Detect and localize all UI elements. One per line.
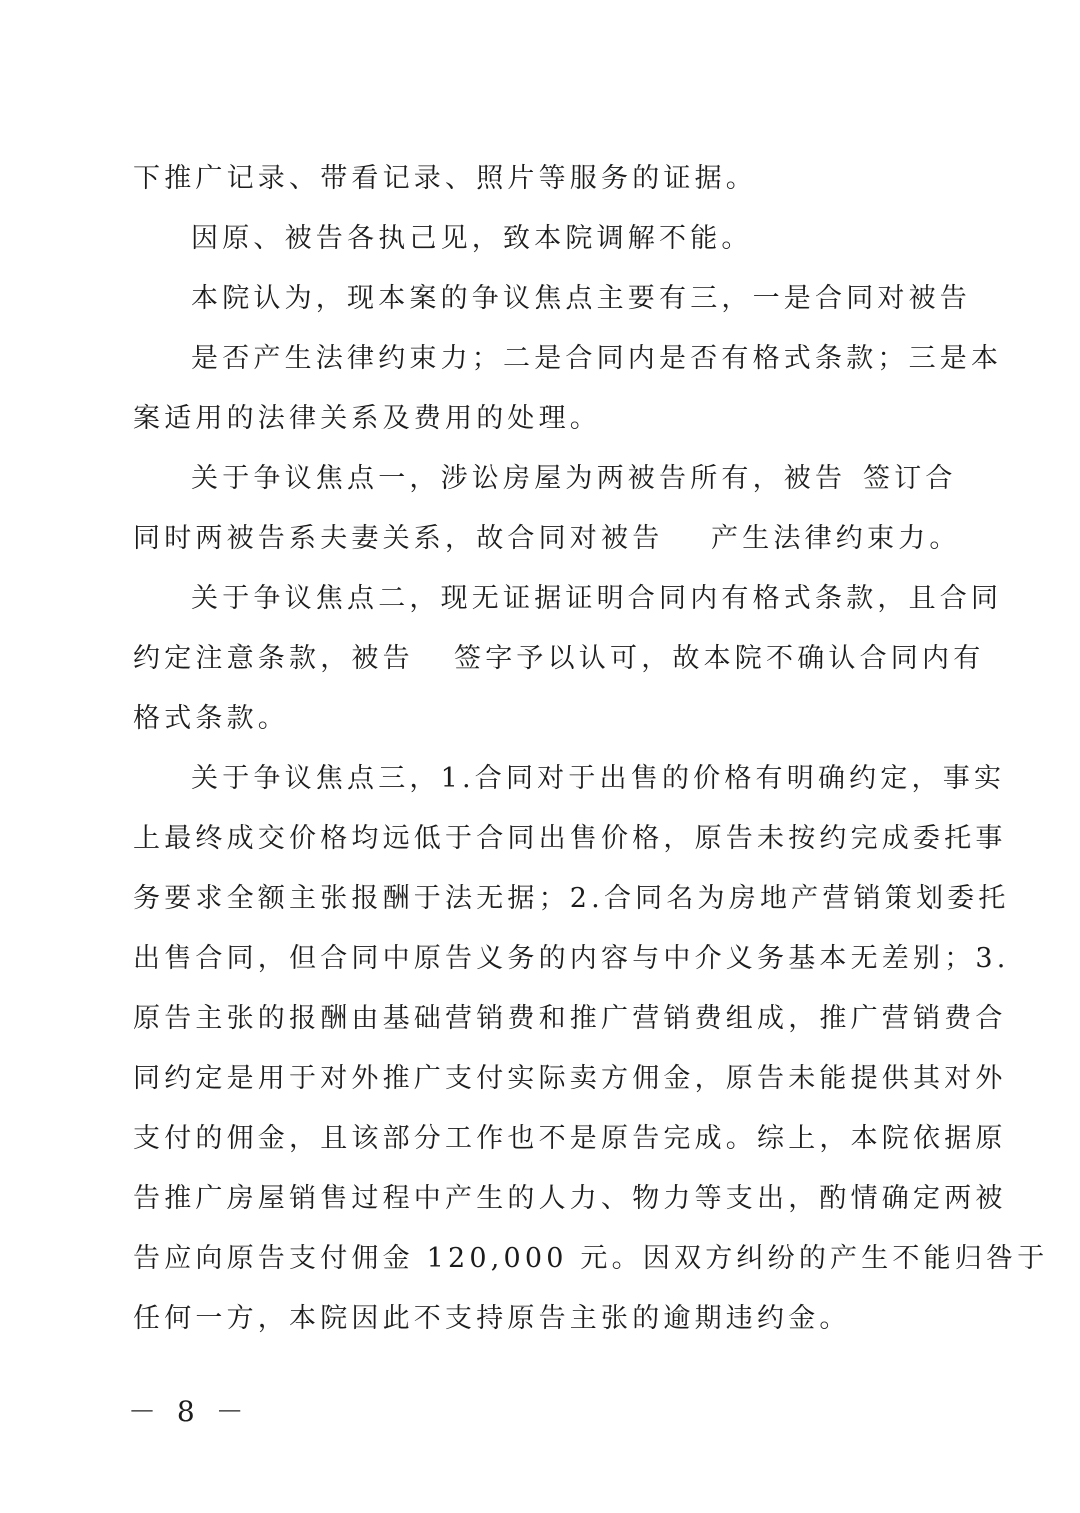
text-segment: 签订合 [863, 463, 957, 494]
paragraph-line [0, 1179, 1080, 1219]
text-segment: 告推广房屋销售过程中产生的人力、物力等支出，酌情确定两被 [133, 1183, 1007, 1214]
text-segment: 关于争议焦点二，现无证据证明合同内有格式条款，且合同 [191, 583, 1003, 614]
paragraph-line [0, 999, 1080, 1039]
text-segment: 关于争议焦点一，涉讼房屋为两被告所有，被告 [191, 463, 847, 494]
text-segment: 原告主张的报酬由基础营销费和推广营销费组成，推广营销费合 [133, 1003, 1007, 1034]
paragraph-line [0, 879, 1080, 919]
paragraph-line [0, 1059, 1080, 1099]
text-segment: 关于争议焦点三，1.合同对于出售的价格有明确约定，事实 [191, 763, 1006, 794]
paragraph-line [0, 399, 1080, 439]
text-segment: 约定注意条款，被告 [133, 643, 414, 674]
text-segment: 同时两被告系夫妻关系，故合同对被告 [133, 523, 664, 554]
paragraph-line [0, 1239, 1080, 1279]
paragraph-line [0, 699, 1080, 739]
text-segment: 支付的佣金，且该部分工作也不是原告完成。综上，本院依据原 [133, 1123, 1007, 1154]
text-segment: 下推广记录、带看记录、照片等服务的证据。 [133, 163, 757, 194]
paragraph-line [0, 939, 1080, 979]
text-segment: 本院认为，现本案的争议焦点主要有三，一是合同对被告 [191, 283, 971, 314]
text-segment: 告应向原告支付佣金 120,000 元。因双方纠纷的产生不能归咎于 [133, 1243, 1049, 1274]
text-segment: 上最终成交价格均远低于合同出售价格，原告未按约完成委托事 [133, 823, 1007, 854]
text-segment: 务要求全额主张报酬于法无据；2.合同名为房地产营销策划委托 [133, 883, 1010, 914]
paragraph-line [0, 819, 1080, 859]
text-segment: 签字予以认可，故本院不确认合同内有 [454, 643, 985, 674]
paragraph-line [0, 339, 1080, 379]
paragraph-line [0, 159, 1080, 199]
text-segment: 因原、被告各执己见，致本院调解不能。 [191, 223, 753, 254]
paragraph-line [0, 1119, 1080, 1159]
text-segment: 是否产生法律约束力；二是合同内是否有格式条款；三是本 [191, 343, 1003, 374]
text-segment: 格式条款。 [133, 703, 289, 734]
paragraph-line [0, 519, 1080, 559]
paragraph-line [0, 1299, 1080, 1339]
text-segment: 出售合同，但合同中原告义务的内容与中介义务基本无差别；3. [133, 943, 1010, 974]
paragraph-line [0, 219, 1080, 259]
paragraph-line [0, 459, 1080, 499]
paragraph-line [0, 279, 1080, 319]
paragraph-line [0, 759, 1080, 799]
text-segment: 任何一方，本院因此不支持原告主张的逾期违约金。 [133, 1303, 851, 1334]
text-segment: 同约定是用于对外推广支付实际卖方佣金，原告未能提供其对外 [133, 1063, 1007, 1094]
text-segment: 产生法律约束力。 [711, 523, 961, 554]
text-segment: 案适用的法律关系及费用的处理。 [133, 403, 601, 434]
paragraph-line [0, 639, 1080, 679]
page-number: － 8 － [128, 1395, 250, 1428]
paragraph-line [0, 579, 1080, 619]
